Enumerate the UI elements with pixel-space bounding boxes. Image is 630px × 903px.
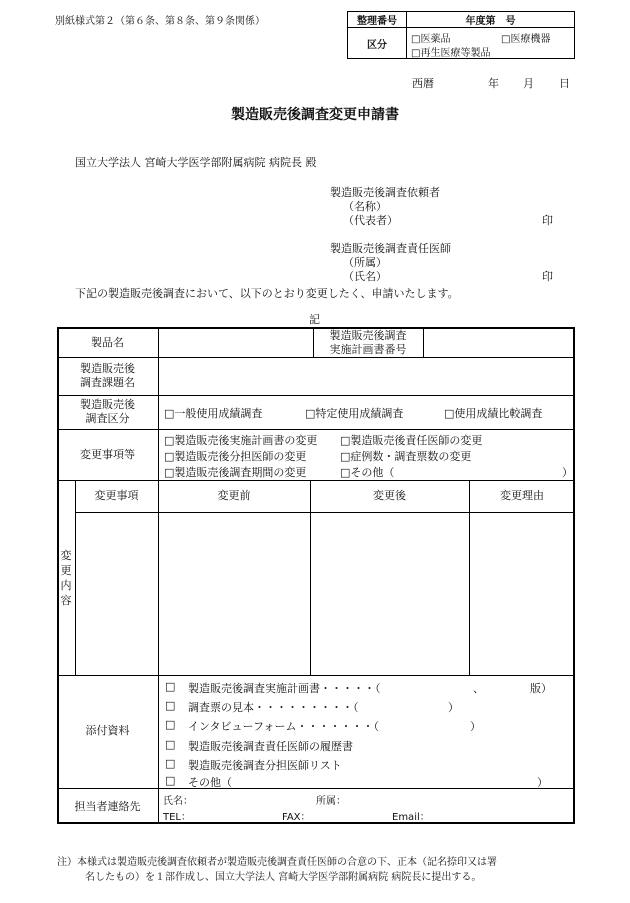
attachment-other-close: ） <box>537 776 548 789</box>
note-line-1: 注）本様式は製造販売後調査依頼者が製造販売後調査責任医師の合意の下、正本（記名捺印又は署 <box>57 857 497 868</box>
date-era: 西暦 <box>412 77 434 90</box>
requester-seal: 印 <box>542 214 553 227</box>
attachment-survey-close: ） <box>448 701 459 714</box>
option-specific-use[interactable]: □特定使用成績調査 <box>305 407 404 420</box>
admin-box <box>347 11 575 59</box>
detail-after-input[interactable] <box>312 514 467 673</box>
category-devices[interactable]: □医療機器 <box>501 34 551 45</box>
attachment-plan: 製造販売後調査実施計画書・・・・・（ <box>188 682 381 695</box>
physician-seal: 印 <box>542 270 553 283</box>
header-reason: 変更理由 <box>500 489 544 502</box>
intro-text: 下記の製造販売後調査において、以下のとおり変更したく、申請いたします。 <box>75 287 459 300</box>
attachment-survey-sample: 調査票の見本・・・・・・・・・（ <box>188 701 359 714</box>
change-case-count[interactable]: □症例数・調査票数の変更 <box>340 450 472 463</box>
category-drugs[interactable]: □医薬品 <box>411 34 451 45</box>
addressee: 国立大学法人 宮崎大学医学部附属病院 病院長 殿 <box>75 156 317 169</box>
ki-label: 記 <box>309 313 320 326</box>
plan-number-label: 製造販売後調査 実施計画書番号 <box>329 329 407 356</box>
attachment-other: その他（ <box>188 776 232 789</box>
attachment-checkbox[interactable]: □ <box>165 699 176 712</box>
subject-input[interactable] <box>160 359 573 393</box>
attachment-plan-comma: 、 <box>473 682 484 695</box>
requester-rep-label: （代表者） <box>343 214 398 227</box>
option-general-use[interactable]: □一般使用成績調査 <box>164 407 263 420</box>
contact-name-label: 氏名： <box>163 796 193 807</box>
change-plan[interactable]: □製造販売後実施計画書の変更 <box>164 434 318 447</box>
product-name-input[interactable] <box>160 329 310 355</box>
change-other[interactable]: □その他（ <box>340 466 395 479</box>
survey-category-label: 製造販売後 調査区分 <box>80 398 135 425</box>
attachment-cv: 製造販売後調査責任医師の履歴書 <box>188 740 353 753</box>
admin-category-label: 区分 <box>348 28 407 59</box>
plan-number-input[interactable] <box>425 329 573 355</box>
change-responsible-physician[interactable]: □製造販売後責任医師の変更 <box>340 434 483 447</box>
attachment-checkbox[interactable]: □ <box>165 757 176 770</box>
detail-reason-input[interactable] <box>471 514 573 673</box>
page-title: 製造販売後調査変更申請書 <box>231 107 399 123</box>
header-change-item: 変更事項 <box>94 489 139 502</box>
detail-change-item-input[interactable] <box>77 514 156 673</box>
attachments-label: 添付資料 <box>85 724 130 737</box>
attachment-sub-physician-list: 製造販売後調査分担医師リスト <box>188 759 342 772</box>
category-regenerative[interactable]: □再生医療等製品 <box>411 48 491 59</box>
physician-heading: 製造販売後調査責任医師 <box>330 242 451 255</box>
contact-label: 担当者連絡先 <box>74 800 141 813</box>
requester-heading: 製造販売後調査依頼者 <box>330 186 440 199</box>
date-year: 年 <box>488 77 499 90</box>
date-day: 日 <box>559 77 570 90</box>
physician-name-label: （氏名） <box>343 270 387 283</box>
date-month: 月 <box>523 77 534 90</box>
form-reference: 別紙様式第２（第６条、第８条、第９条関係） <box>55 16 265 27</box>
contact-tel-label: TEL： <box>163 812 191 823</box>
attachment-interview-form: インタビューフォーム・・・・・・・（ <box>188 720 379 733</box>
admin-year-number-label: 年度第 号 <box>407 12 575 28</box>
contact-email-label: Email： <box>392 812 430 823</box>
note-line-2: 名したもの）を１部作成し、国立大学法人 宮崎大学医学部附属病院 病院長に提出する。 <box>85 872 482 883</box>
product-name-label: 製品名 <box>91 336 124 349</box>
admin-number-label: 整理番号 <box>348 12 407 28</box>
physician-affiliation-label: （所属） <box>343 256 387 269</box>
changes-label: 変更事項等 <box>80 448 135 461</box>
attachment-plan-version: 版） <box>530 682 552 695</box>
change-other-close: ） <box>562 466 573 479</box>
attachment-checkbox[interactable]: □ <box>165 738 176 751</box>
change-sub-physician[interactable]: □製造販売後分担医師の変更 <box>164 450 307 463</box>
change-period[interactable]: □製造販売後調査期間の変更 <box>164 466 307 479</box>
contact-fax-label: FAX： <box>282 812 311 823</box>
requester-name-label: （名称） <box>343 200 387 213</box>
option-comparison-use[interactable]: □使用成績比較調査 <box>444 407 543 420</box>
attachment-interview-close: ） <box>470 720 481 733</box>
contact-affiliation-label: 所属： <box>316 796 346 807</box>
header-before: 変更前 <box>217 489 251 502</box>
attachment-checkbox[interactable]: □ <box>165 680 176 693</box>
subject-label: 製造販売後 調査課題名 <box>80 362 135 389</box>
attachment-checkbox[interactable]: □ <box>165 718 176 731</box>
header-after: 変更後 <box>373 489 406 502</box>
attachment-checkbox[interactable]: □ <box>165 774 176 787</box>
change-content-label: 変 更 内 容 <box>60 549 72 607</box>
detail-before-input[interactable] <box>160 514 308 673</box>
